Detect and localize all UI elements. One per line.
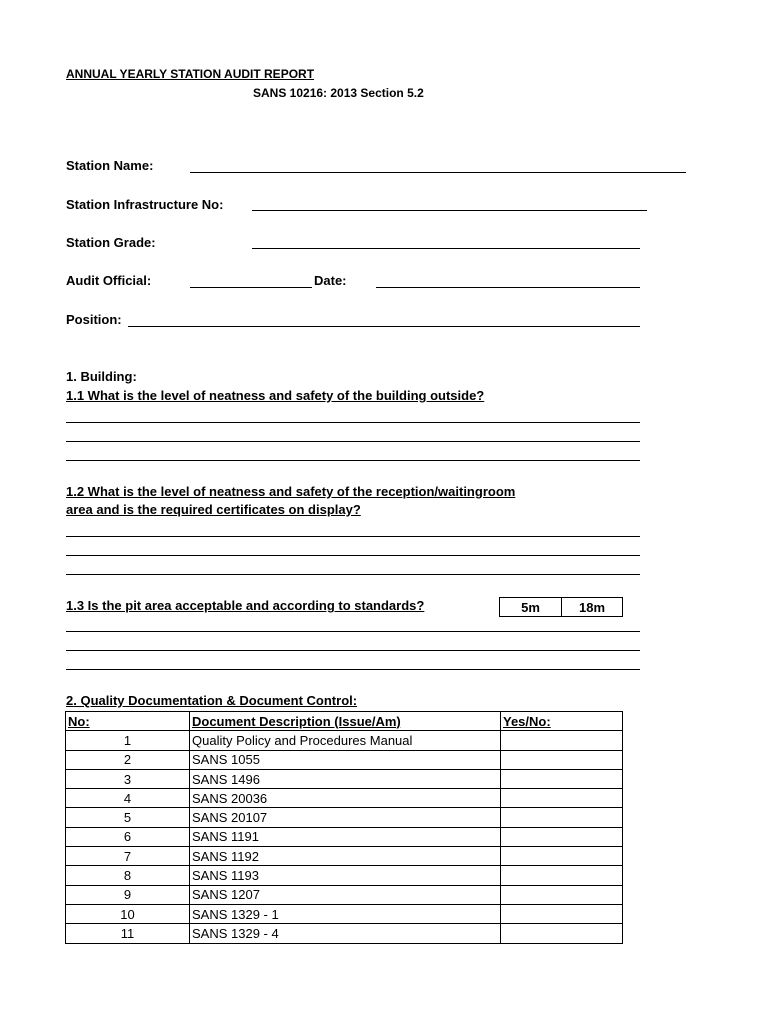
row-description: SANS 1191 — [190, 827, 501, 846]
position-label: Position: — [66, 312, 122, 327]
question-1-2-line1: 1.2 What is the level of neatness and safety of the reception/waitingroom — [66, 484, 516, 499]
answer-1-2-line[interactable] — [66, 536, 640, 537]
answer-1-1-line[interactable] — [66, 441, 640, 442]
answer-1-2-line[interactable] — [66, 555, 640, 556]
row-description: SANS 1193 — [190, 866, 501, 885]
question-1-3: 1.3 Is the pit area acceptable and according to standards? — [66, 598, 425, 613]
date-field[interactable] — [376, 287, 640, 288]
row-description: SANS 20036 — [190, 789, 501, 808]
table-row — [66, 924, 623, 943]
table-row — [66, 789, 623, 808]
row-yes-no-cell[interactable] — [501, 769, 623, 788]
station-grade-label: Station Grade: — [66, 235, 156, 250]
table-row — [66, 847, 623, 866]
pit-option-18m[interactable]: 18m — [561, 597, 623, 617]
answer-1-3-line[interactable] — [66, 669, 640, 670]
row-no: 9 — [66, 885, 190, 904]
row-yes-no-cell[interactable] — [501, 904, 623, 923]
row-description: SANS 1055 — [190, 750, 501, 769]
row-yes-no-cell[interactable] — [501, 885, 623, 904]
row-yes-no-cell[interactable] — [501, 924, 623, 943]
row-description: SANS 1329 - 4 — [190, 924, 501, 943]
answer-1-3-line[interactable] — [66, 650, 640, 651]
pit-size-options — [499, 597, 624, 617]
document-table — [65, 711, 623, 944]
row-description: SANS 1207 — [190, 885, 501, 904]
question-1-1: 1.1 What is the level of neatness and safety of the building outside? — [66, 388, 485, 403]
row-description: SANS 20107 — [190, 808, 501, 827]
table-row — [66, 827, 623, 846]
building-heading: 1. Building: — [66, 369, 137, 384]
row-no: 8 — [66, 866, 190, 885]
row-description: Quality Policy and Procedures Manual — [190, 731, 501, 750]
date-label: Date: — [314, 273, 347, 288]
table-row — [66, 750, 623, 769]
answer-1-1-line[interactable] — [66, 460, 640, 461]
row-no: 4 — [66, 789, 190, 808]
table-row — [66, 808, 623, 827]
row-no: 7 — [66, 847, 190, 866]
station-grade-field[interactable] — [252, 248, 640, 249]
answer-1-3-line[interactable] — [66, 631, 640, 632]
position-field[interactable] — [128, 326, 640, 327]
row-no: 11 — [66, 924, 190, 943]
table-row — [66, 866, 623, 885]
report-subtitle: SANS 10216: 2013 Section 5.2 — [253, 86, 424, 100]
table-row — [66, 885, 623, 904]
row-yes-no-cell[interactable] — [501, 847, 623, 866]
row-yes-no-cell[interactable] — [501, 827, 623, 846]
row-yes-no-cell[interactable] — [501, 750, 623, 769]
row-yes-no-cell[interactable] — [501, 866, 623, 885]
row-no: 2 — [66, 750, 190, 769]
answer-1-1-line[interactable] — [66, 422, 640, 423]
quality-docs-heading — [66, 693, 357, 708]
infrastructure-no-label: Station Infrastructure No: — [66, 197, 224, 212]
table-row — [66, 904, 623, 923]
column-header-no: No: — [66, 712, 190, 731]
station-name-label: Station Name: — [66, 158, 154, 173]
row-no: 5 — [66, 808, 190, 827]
row-yes-no-cell[interactable] — [501, 731, 623, 750]
audit-official-field[interactable] — [190, 287, 312, 288]
pit-option-5m[interactable]: 5m — [499, 597, 562, 617]
column-header-description: Document Description (Issue/Am) — [190, 712, 501, 731]
column-header-yes-no: Yes/No: — [501, 712, 623, 731]
audit-official-label: Audit Official: — [66, 273, 152, 288]
row-no: 10 — [66, 904, 190, 923]
table-row — [66, 769, 623, 788]
row-no: 6 — [66, 827, 190, 846]
row-description: SANS 1496 — [190, 769, 501, 788]
question-1-2-line2: area and is the required certificates on display? — [66, 502, 361, 517]
table-row — [66, 731, 623, 750]
station-name-field[interactable] — [190, 172, 686, 173]
row-yes-no-cell[interactable] — [501, 808, 623, 827]
row-no: 1 — [66, 731, 190, 750]
quality-docs-heading-number: 2 — [66, 693, 74, 708]
report-title: ANNUAL YEARLY STATION AUDIT REPORT — [66, 67, 315, 81]
infrastructure-no-field[interactable] — [252, 210, 647, 211]
row-no: 3 — [66, 769, 190, 788]
row-description: SANS 1329 - 1 — [190, 904, 501, 923]
row-yes-no-cell[interactable] — [501, 789, 623, 808]
table-header-row — [66, 712, 623, 731]
answer-1-2-line[interactable] — [66, 574, 640, 575]
row-description: SANS 1192 — [190, 847, 501, 866]
quality-docs-heading-text: . Quality Documentation & Document Control: — [73, 693, 358, 708]
